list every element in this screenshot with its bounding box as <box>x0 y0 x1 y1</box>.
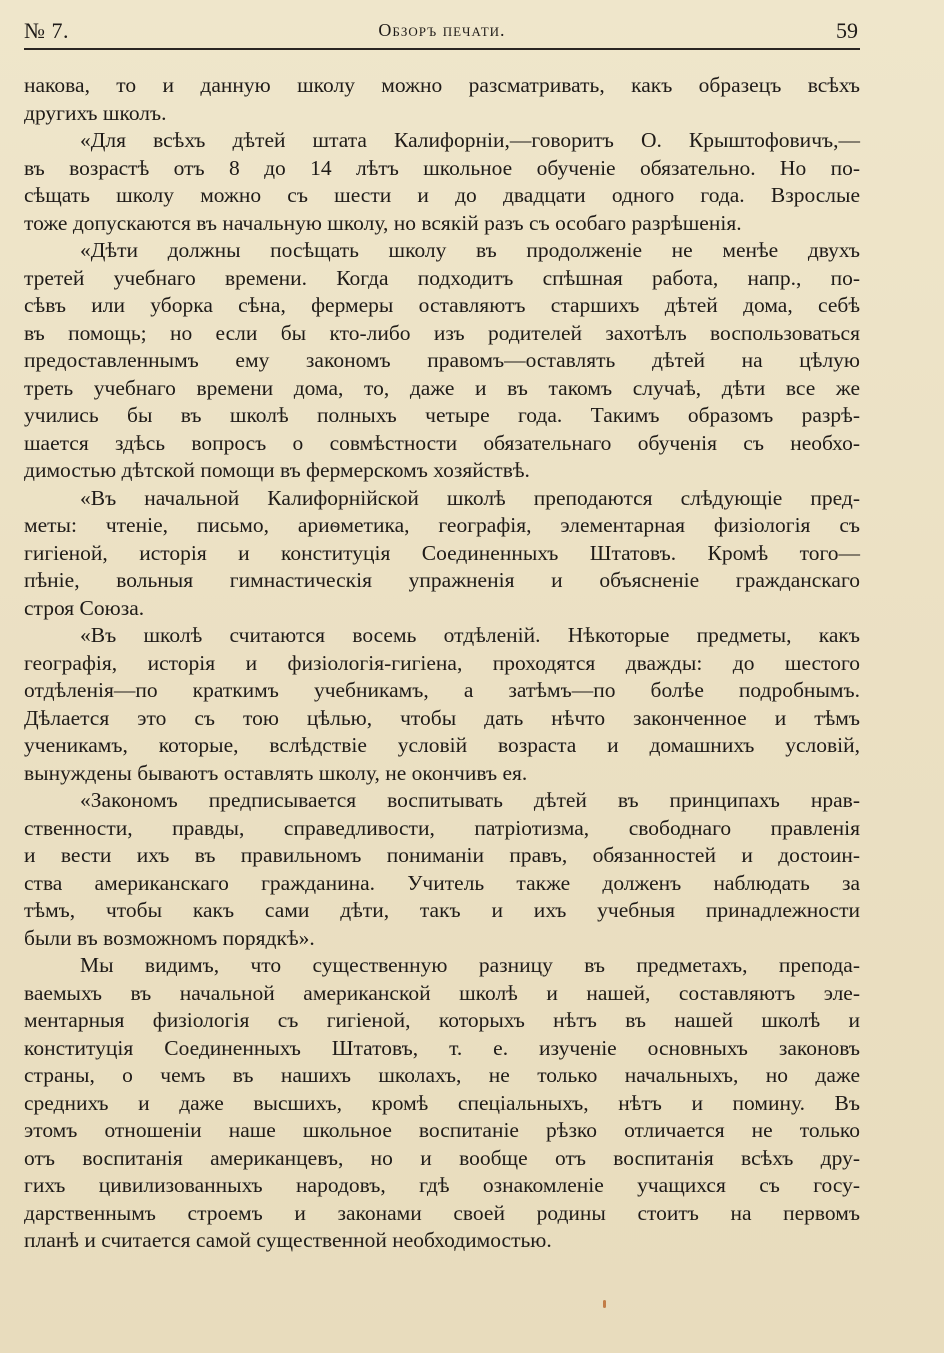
text-line: третей учебнаго времени. Когда подходитъ спѣшная работа, напр., по- <box>24 265 860 290</box>
text-line: страны, о чемъ въ нашихъ школахъ, не только начальныхъ, но даже <box>24 1063 860 1087</box>
section-title: Обзоръ печати. <box>378 20 506 40</box>
paragraph <box>24 127 860 237</box>
text-line: шается здѣсь вопросъ о совмѣстности обязательнаго обученія съ необхо- <box>24 430 860 455</box>
text-line: тѣмъ, чтобы какъ сами дѣти, такъ и ихъ учебныя принадлежности <box>24 898 860 922</box>
text-line: «Закономъ предписывается воспитывать дѣтей въ принципахъ нрав- <box>80 788 860 812</box>
text-line: отъ воспитанія американцевъ, но и вообще отъ воспитанія всѣхъ дру- <box>24 1145 860 1170</box>
text-line: строя Союза. <box>24 595 145 620</box>
text-line: ученикамъ, которые, вслѣдствіе условій возраста и домашнихъ условій, <box>24 733 860 757</box>
text-line: планѣ и считается самой существенной необходимостью. <box>24 1228 552 1252</box>
text-line: Мы видимъ, что существенную разницу въ предметахъ, препода- <box>80 953 860 977</box>
paragraph <box>24 622 860 787</box>
text-line: и вести ихъ въ правильномъ пониманіи правъ, обязанностей и достоин- <box>24 843 860 867</box>
text-line: меты: чтеніе, письмо, ариѳметика, географія, элементарная физіологія съ <box>24 513 860 537</box>
text-line: предоставленнымъ ему закономъ правомъ—оставлять дѣтей на цѣлую <box>24 348 860 372</box>
text-line: въ возрастѣ отъ 8 до 14 лѣтъ школьное обученіе обязательно. Но по- <box>24 155 860 180</box>
text-line: другихъ школъ. <box>24 100 167 125</box>
text-line: въ помощь; но если бы кто-либо изъ родителей захотѣлъ воспользоваться <box>24 320 860 345</box>
text-line: гихъ цивилизованныхъ народовъ, гдѣ ознакомленіе учащихся съ госу- <box>24 1173 860 1197</box>
text-line: «Въ начальной Калифорнійской школѣ преподаются слѣдующіе пред- <box>80 485 860 510</box>
paragraph <box>24 787 860 952</box>
text-line: были въ возможномъ порядкѣ». <box>24 925 315 950</box>
text-line: сѣщать школу можно съ шести и до двадцати одного года. Взрослые <box>24 183 860 207</box>
ink-mark <box>603 1300 606 1308</box>
page-number: 59 <box>836 18 858 43</box>
text-line: ваемыхъ въ начальной американской школѣ и нашей, составляютъ эле- <box>24 980 860 1005</box>
text-line: этомъ отношеніи наше школьное воспитаніе рѣзко отличается не только <box>24 1118 860 1142</box>
text-line: тоже допускаются въ начальную школу, но всякій разъ съ особаго разрѣшенія. <box>24 210 742 235</box>
text-line: гигіеной, исторія и конституція Соединенныхъ Штатовъ. Кромѣ того— <box>24 540 860 565</box>
text-line: димостью дѣтской помощи въ фермерскомъ хозяйствѣ. <box>24 458 530 482</box>
text-line: пѣніе, вольныя гимнастическія упражненія и объясненіе гражданскаго <box>24 568 860 592</box>
text-line: вынуждены бываютъ оставлять школу, не окончивъ ея. <box>24 760 528 785</box>
text-line: Дѣлается это съ тою цѣлью, чтобы дать нѣчто законченное и тѣмъ <box>24 705 860 730</box>
running-header <box>24 18 860 50</box>
text-line: ственности, правды, справедливости, патріотизма, свободнаго правленія <box>24 815 860 840</box>
issue-number: № 7. <box>24 18 69 43</box>
text-line: конституція Соединенныхъ Штатовъ, т. е. изученіе основныхъ законовъ <box>24 1035 860 1060</box>
text-line: дарственнымъ строемъ и законами своей родины стоитъ на первомъ <box>24 1200 860 1225</box>
text-line: отдѣленія—по краткимъ учебникамъ, а затѣмъ—по болѣе подробнымъ. <box>24 678 860 702</box>
text-line: ства американскаго гражданина. Учитель также долженъ наблюдать за <box>24 870 860 895</box>
text-line: ментарныя физіологія съ гигіеной, которыхъ нѣтъ въ нашей школѣ и <box>24 1008 860 1032</box>
article-body <box>24 72 860 1255</box>
text-line: «Дѣти должны посѣщать школу въ продолженіе не менѣе двухъ <box>80 238 860 262</box>
text-line: среднихъ и даже высшихъ, кромѣ спеціальныхъ, нѣтъ и помину. Въ <box>24 1090 860 1115</box>
paragraph <box>24 952 860 1255</box>
paragraph <box>24 237 860 485</box>
text-line: географія, исторія и физіологія-гигіена, проходятся дважды: до шестого <box>24 650 860 675</box>
text-line: «Въ школѣ считаются восемь отдѣленій. Нѣкоторые предметы, какъ <box>80 623 860 647</box>
text-line: накова, то и данную школу можно разсматривать, какъ образецъ всѣхъ <box>24 73 860 97</box>
text-line: «Для всѣхъ дѣтей штата Калифорніи,—говоритъ О. Крыштофовичъ,— <box>80 128 860 152</box>
paragraph <box>24 485 860 623</box>
text-line: треть учебнаго времени дома, то, даже и въ такомъ случаѣ, дѣти все же <box>24 375 860 400</box>
text-line: учились бы въ школѣ полныхъ четыре года. Такимъ образомъ разрѣ- <box>24 403 860 427</box>
text-line: сѣвъ или уборка сѣна, фермеры оставляютъ старшихъ дѣтей дома, себѣ <box>24 293 860 317</box>
paragraph <box>24 72 860 127</box>
